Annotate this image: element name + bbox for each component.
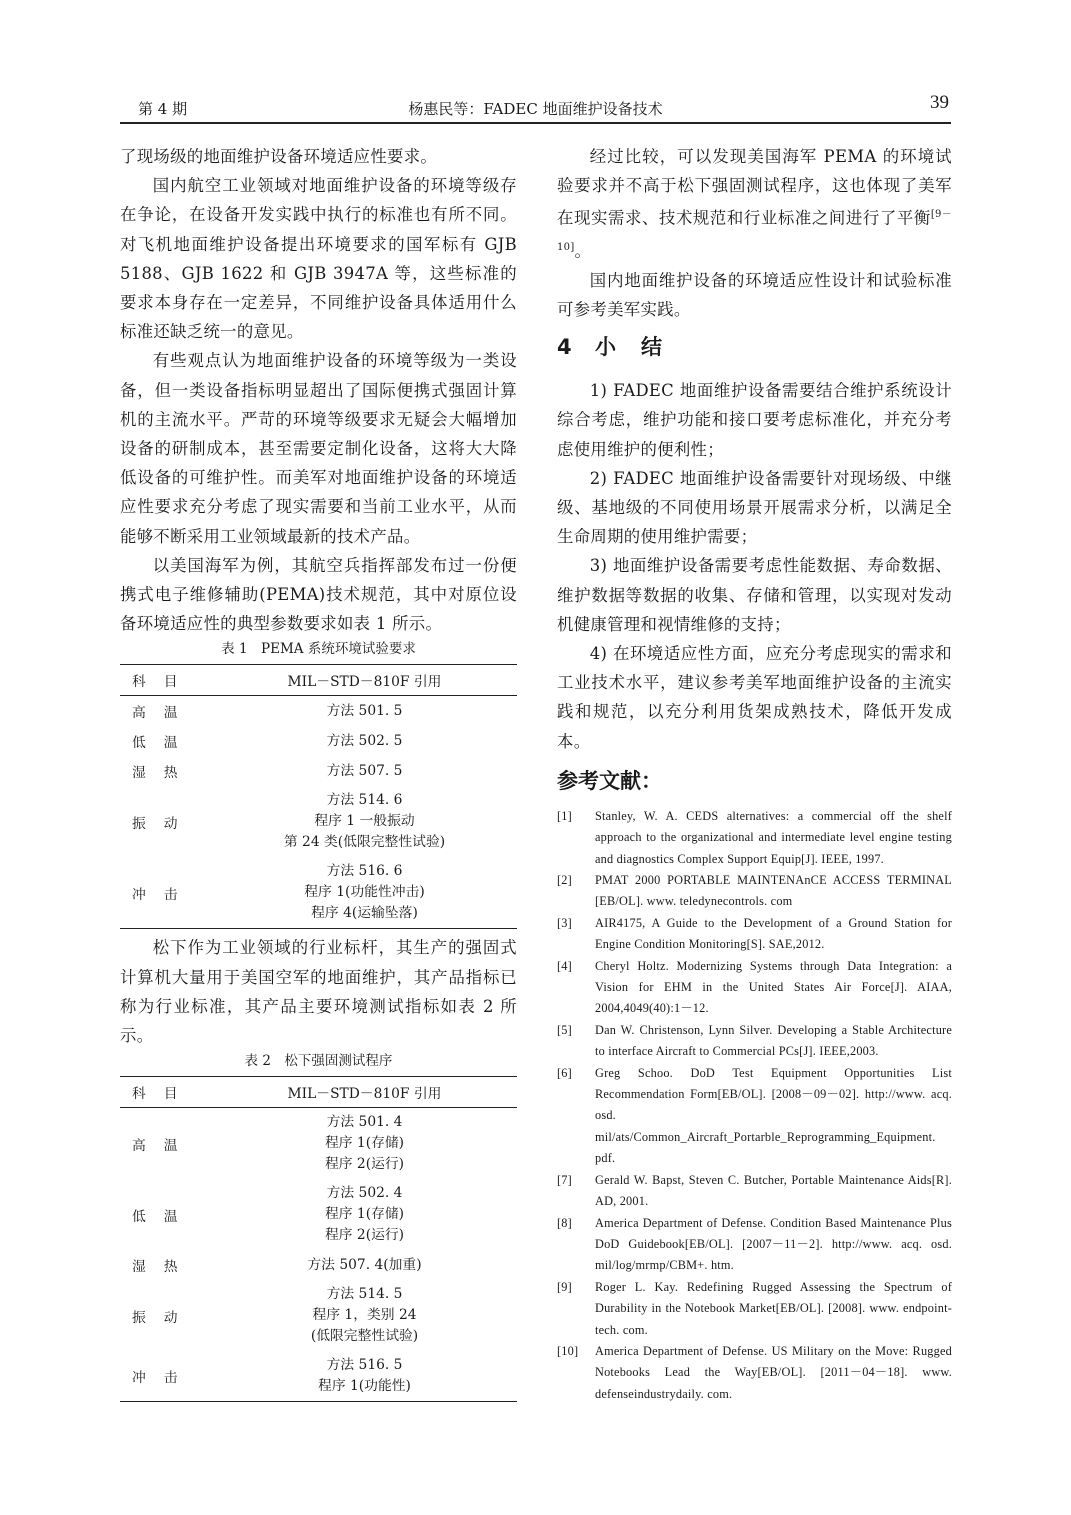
table-row — [120, 1351, 517, 1402]
paragraph-tail: 。 — [574, 241, 592, 261]
reference-number: [10] — [557, 1343, 579, 1358]
table-row — [120, 857, 517, 929]
requirement-line: 方法 516. 5 — [326, 1357, 403, 1374]
row-subject: 湿热 — [132, 1259, 196, 1276]
reference-text: PMAT 2000 PORTABLE MAINTENAnCE ACCESS TERMINAL [EB/OL]. www. teledynecontrols. com — [595, 873, 952, 909]
running-title: 杨惠民等：FADEC 地面维护设备技术 — [408, 100, 663, 118]
table-row — [120, 1250, 517, 1280]
table-row — [120, 1108, 517, 1180]
reference-text: Gerald W. Bapst, Steven C. Butcher, Portable Maintenance Aids[R]. AD, 2001. — [595, 1172, 952, 1209]
reference-list — [557, 806, 952, 1405]
row-subject: 冲击 — [132, 1370, 196, 1387]
reference-number: [4] — [557, 958, 572, 973]
paragraph: 国内地面维护设备的环境适应性设计和试验标准可参考美军实践。 — [557, 270, 952, 319]
paragraph — [557, 142, 952, 266]
reference-item — [557, 1213, 952, 1277]
requirement-line: (低限完整性试验) — [310, 1328, 419, 1345]
requirement-line: 程序 1(存储) — [324, 1135, 405, 1152]
table-row — [120, 786, 517, 857]
conclusion-item: 1) FADEC 地面维护设备需要结合维护系统设计综合考虑，维护功能和接口要考虑标准化，并充分考虑使用维护的便利性； — [557, 381, 952, 459]
row-subject: 高温 — [132, 1137, 196, 1154]
row-subject: 振动 — [132, 1309, 196, 1326]
reference-number: [7] — [557, 1172, 572, 1187]
left-column — [120, 142, 517, 1402]
reference-item — [557, 1063, 952, 1170]
requirement-line: 程序 1 一般振动 — [314, 813, 415, 830]
requirement-line: 第 24 类(低限完整性试验) — [283, 834, 446, 851]
reference-number: [3] — [557, 915, 572, 930]
reference-text: Roger L. Kay. Redefining Rugged Assessing the Spectrum of Durability in the Notebook Market[EB/OL]. [2008]. www. endpoint-tech. com. — [595, 1279, 952, 1337]
right-column — [557, 142, 952, 1405]
requirement-line: 程序 4(运输坠落) — [311, 905, 418, 922]
paragraph: 以美国海军为例，其航空兵指挥部发布过一份便携式电子维修辅助(PEMA)技术规范，其中对原位设备环境适应性的典型参数要求如表 1 所示。 — [120, 555, 517, 634]
row-subject: 低温 — [132, 1208, 196, 1225]
references-heading: 参考文献： — [557, 768, 662, 793]
requirement-line: 程序 2(运行) — [324, 1227, 405, 1244]
table-header-row — [120, 1077, 517, 1108]
section-heading — [557, 332, 952, 362]
table-row — [120, 1280, 517, 1351]
reference-number: [6] — [557, 1065, 572, 1080]
reference-text: Dan W. Christenson, Lynn Silver. Developing a Stable Architecture to interface Aircraft to Commercial PCs[J]. IEEE,2003. — [595, 1022, 952, 1059]
reference-text: Cheryl Holtz. Modernizing Systems through Data Integration: a Vision for EHM in the United States Air Force[J]. AIAA, 2004,4049(40):1－12. — [595, 958, 952, 1016]
requirement-line: 方法 507. 4(加重) — [307, 1257, 422, 1274]
table-row — [120, 696, 517, 727]
requirement-line: 方法 514. 6 — [326, 792, 403, 809]
table2-caption: 表 2 松下强固测试程序 — [244, 1053, 393, 1070]
reference-item — [557, 1170, 952, 1213]
paragraph-text: 经过比较，可以发现美国海军 PEMA 的环境试验要求并不高于松下强固测试程序，这也体现了美军在现实需求、技术规范和行业标准之间进行了平衡 — [557, 147, 952, 228]
reference-item — [557, 1020, 952, 1063]
requirement-line: 程序 1(功能性冲击) — [304, 884, 425, 901]
row-subject: 振动 — [132, 815, 196, 832]
requirement-line: 方法 501. 5 — [326, 703, 403, 720]
citation: [9－10] — [557, 209, 952, 254]
table-header-row — [120, 665, 517, 696]
requirement-line: 程序 2(运行) — [324, 1156, 405, 1173]
header-reference: MIL－STD－810F 引用 — [212, 1077, 517, 1108]
section-title: 小 结 — [595, 335, 664, 360]
conclusion-item: 4) 在环境适应性方面，应充分考虑现实的需求和工业技术水平，建议参考美军地面维护设备的主流实践和规范，以充分利用货架成熟技术，降低开发成本。 — [557, 643, 952, 751]
reference-item — [557, 806, 952, 870]
page-number: 39 — [930, 92, 949, 113]
paragraph: 国内航空工业领域对地面维护设备的环境等级存在争论，在设备开发实践中执行的标准也有所不同。对飞机地面维护设备提出环境要求的国军标有 GJB 5188、GJB 1622 和 GJB 3947A 等，这些标准的要求本身存在一定差异，不同维护设备具体适用什么标准还缺乏统一的意见。 — [120, 176, 517, 342]
requirement-line: 方法 516. 6 — [326, 863, 403, 880]
requirement-line: 程序 1(存储) — [324, 1206, 405, 1223]
header-subject: 科目 — [120, 665, 212, 696]
requirement-line: 程序 1，类别 24 — [312, 1307, 417, 1324]
requirement-line: 方法 501. 4 — [326, 1114, 403, 1131]
reference-text: America Department of Defense. US Military on the Move: Rugged Notebooks Lead the Way[EB/OL]. [2011－04－18]. www. defenseindustrydaily. com. — [595, 1343, 952, 1401]
issue-label: 第 4 期 — [138, 100, 188, 118]
running-head — [120, 92, 951, 124]
reference-item — [557, 1277, 952, 1341]
reference-number: [2] — [557, 873, 572, 888]
reference-text: America Department of Defense. Condition Based Maintenance Plus DoD Guidebook[EB/OL]. [2007－11－2]. http://www. acq. osd. mil/log/mrmp/CBM+. htm. — [595, 1215, 952, 1273]
header-subject: 科目 — [120, 1077, 212, 1108]
row-subject: 低温 — [132, 735, 196, 752]
reference-number: [5] — [557, 1022, 572, 1037]
paragraph: 了现场级的地面维护设备环境适应性要求。 — [120, 147, 438, 166]
requirement-line: 方法 514. 5 — [326, 1286, 403, 1303]
table-row — [120, 726, 517, 756]
reference-item — [557, 956, 952, 1020]
reference-text: AIR4175, A Guide to the Development of a Ground Station for Engine Condition Monitoring[S]. SAE,2012. — [595, 915, 952, 952]
reference-number: [8] — [557, 1215, 572, 1230]
row-subject: 冲击 — [132, 886, 196, 903]
table1 — [120, 664, 517, 929]
requirement-line: 方法 502. 4 — [326, 1185, 403, 1202]
reference-item — [557, 870, 952, 913]
table1-caption: 表 1 PEMA 系统环境试验要求 — [221, 641, 416, 658]
reference-text: Greg Schoo. DoD Test Equipment Opportunities List Recommendation Form[EB/OL]. [2008－09－02]. http://www. acq. osd. mil/ats/Common_Aircraft_Portarble_Reprogramming_Equipment. pdf. — [595, 1065, 952, 1166]
header-reference: MIL－STD－810F 引用 — [212, 665, 517, 696]
paragraph: 松下作为工业领域的行业标杆，其生产的强固式计算机大量用于美国空军的地面维护，其产品指标已称为行业标准，其产品主要环境测试指标如表 2 所示。 — [120, 938, 517, 1046]
requirement-line: 程序 1(功能性) — [318, 1378, 411, 1395]
table-row — [120, 756, 517, 786]
requirement-line: 方法 507. 5 — [326, 763, 403, 780]
row-subject: 湿热 — [132, 765, 196, 782]
reference-item — [557, 913, 952, 956]
reference-text: Stanley, W. A. CEDS alternatives: a commercial off the shelf approach to the organizational and intermediate level engine testing and diagnostics Complex Support Equip[J]. IEEE, 1997. — [595, 808, 952, 866]
reference-item — [557, 1341, 952, 1405]
paragraph: 有些观点认为地面维护设备的环境等级为一类设备，但一类设备指标明显超出了国际便携式强固计算机的主流水平。严苛的环境等级要求无疑会大幅增加设备的研制成本，甚至需要定制化设备，这将大大降低设备的可维护性。而美军对地面维护设备的环境适应性要求充分考虑了现实需要和当前工业水平，从而能够不断采用工业领域最新的技术产品。 — [120, 351, 517, 546]
row-subject: 高温 — [132, 705, 196, 722]
reference-number: [1] — [557, 808, 572, 823]
table-row — [120, 1179, 517, 1250]
conclusion-item: 3) 地面维护设备需要考虑性能数据、寿命数据、维护数据等数据的收集、存储和管理，以实现对发动机健康管理和视情维修的支持； — [557, 556, 952, 634]
requirement-line: 方法 502. 5 — [326, 733, 403, 750]
section-number: 4 — [557, 335, 574, 360]
reference-number: [9] — [557, 1279, 572, 1294]
conclusion-item: 2) FADEC 地面维护设备需要针对现场级、中继级、基地级的不同使用场景开展需求分析，以满足全生命周期的使用维护需要； — [557, 468, 952, 547]
table2 — [120, 1076, 517, 1402]
